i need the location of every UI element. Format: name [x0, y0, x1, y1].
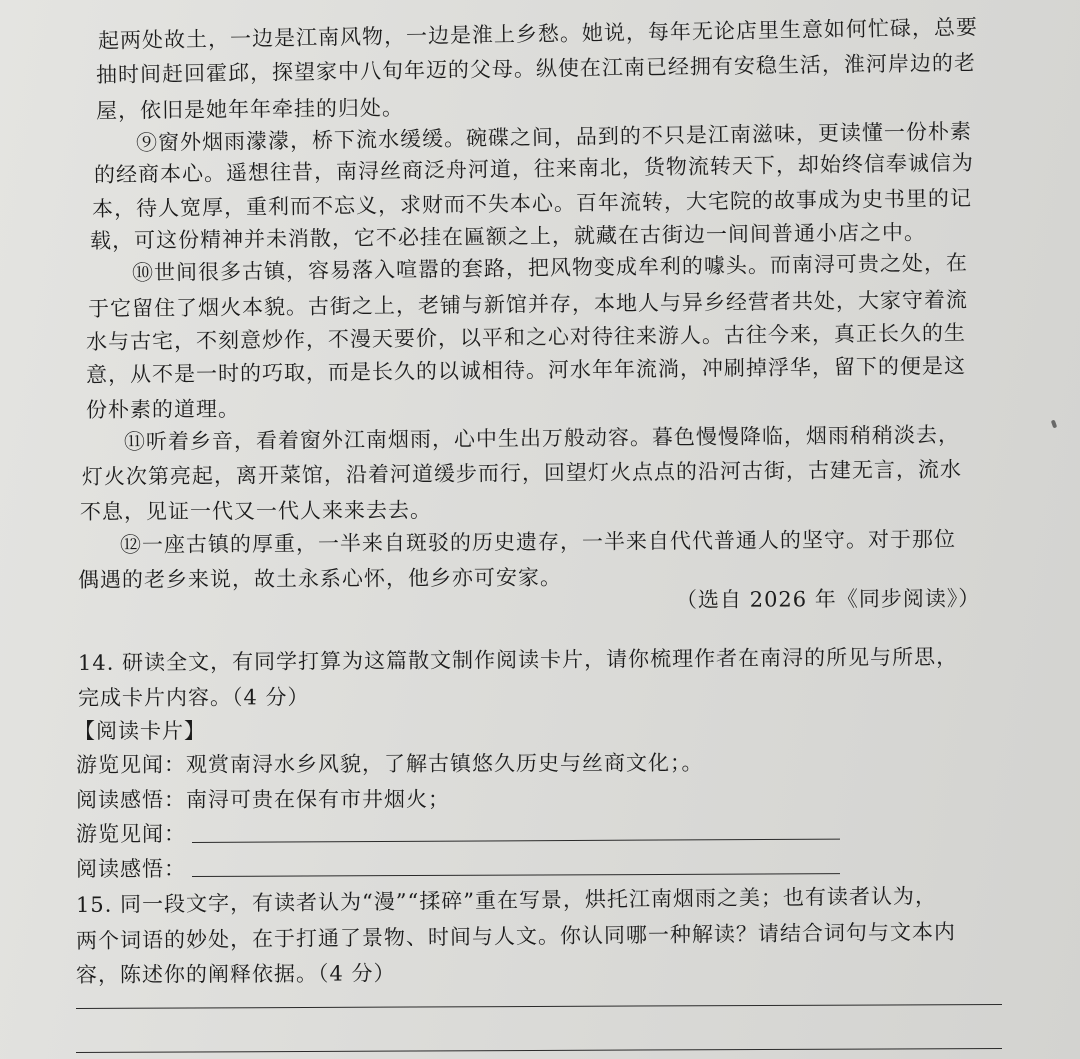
passage-line: 偶遇的老乡来说，故土永系心怀，他乡亦可安家。 — [77, 565, 563, 592]
passage-line-paragraph-9: ⑨窗外烟雨濛濛，桥下流水缓缓。碗碟之间，品到的不只是江南滋味，更读懂一份朴素 — [135, 119, 973, 155]
question-14-text: 完成卡片内容。（4 分） — [77, 685, 310, 710]
question-15-text: 容，陈述你的阐释依据。（4 分） — [75, 961, 396, 987]
source-citation: （选自 2026 年《同步阅读》） — [675, 586, 981, 612]
passage-line: 水与古宅，不刻意炒作，不漫天要价，以平和之心对待往来游人。古往今来，真正长久的生 — [85, 320, 967, 354]
passage-line-paragraph-12: ⑫一座古镇的厚重，一半来自斑驳的历史遗存，一半来自代代普通人的坚守。对于那位 — [119, 527, 957, 557]
passage-line: 抽时间赶回霍邱，探望家中八旬年迈的父母。纵使在江南已经拥有安稳生活，淮河岸边的老 — [95, 50, 977, 87]
passage-line: 意，从不是一时的巧取，而是长久的以诚相待。河水年年流淌，冲刷掉浮华，留下的便是这 — [85, 353, 967, 387]
answer-line-15[interactable] — [76, 1004, 1002, 1009]
passage-line: 份朴素的道理。 — [85, 396, 241, 422]
passage-line: 载，可这份精神并未消散，它不必挂在匾额之上，就藏在古街边一间间普通小店之中。 — [89, 220, 927, 253]
answer-blank-reflections[interactable] — [192, 873, 840, 877]
card-line-reflections: 阅读感悟：南浔可贵在保有市井烟火； — [75, 787, 451, 812]
question-15-text: 15. 同一段文字，有读者认为“漫”“揉碎”重在写景，烘托江南烟雨之美；也有读者认为， — [75, 883, 938, 917]
margin-mark — [1051, 420, 1057, 429]
blank-label-reflections: 阅读感悟： — [76, 857, 186, 881]
answer-line-15[interactable] — [76, 1048, 1002, 1053]
passage-line: 屋，依旧是她年年牵挂的归处。 — [95, 95, 405, 123]
passage-line: 的经商本心。遥想往昔，南浔丝商泛舟河道，往来南北，货物流转天下，却始终信奉诚信为 — [93, 150, 975, 187]
reading-card-title: 【阅读卡片】 — [74, 719, 206, 743]
passage-line: 不息，见证一代又一代人来来去去。 — [79, 498, 433, 524]
passage-line: 起两处故土，一边是江南风物，一边是淮上乡愁。她说，每年无论店里生意如何忙碌，总要 — [97, 15, 979, 53]
answer-blank-observations[interactable] — [192, 839, 840, 843]
passage-line: 于它留住了烟火本貌。古街之上，老铺与新馆并存，本地人与异乡经营者共处，大家守着流 — [87, 287, 969, 321]
blank-label-observations: 游览见闻： — [76, 822, 186, 846]
passage-line: 灯火次第亮起，离开菜馆，沿着河道缓步而行，回望灯火点点的沿河古街，古建无言，流水 — [81, 457, 963, 489]
card-line-observations: 游览见闻：观赏南浔水乡风貌，了解古镇悠久历史与丝商文化；。 — [75, 750, 704, 777]
question-15-text: 两个词语的妙处，在于打通了景物、时间与人文。你认同哪一种解读？请结合词句与文本内 — [75, 919, 957, 953]
passage-line-paragraph-10: ⑩世间很多古镇，容易落入喧嚣的套路，把风物变成牟利的噱头。而南浔可贵之处，在 — [131, 250, 969, 285]
question-14-text: 14. 研读全文，有同学打算为这篇散文制作阅读卡片，请你梳理作者在南浔的所见与所思， — [77, 644, 959, 675]
passage-line-paragraph-11: ⑪听着乡音，看着窗外江南烟雨，心中生出万般动容。暮色慢慢降临，烟雨稍稍淡去， — [123, 422, 961, 454]
passage-line: 本，待人宽厚，重利而不忘义，求财而不失本心。百年流转，大宅院的故事成为史书里的记 — [91, 186, 973, 221]
